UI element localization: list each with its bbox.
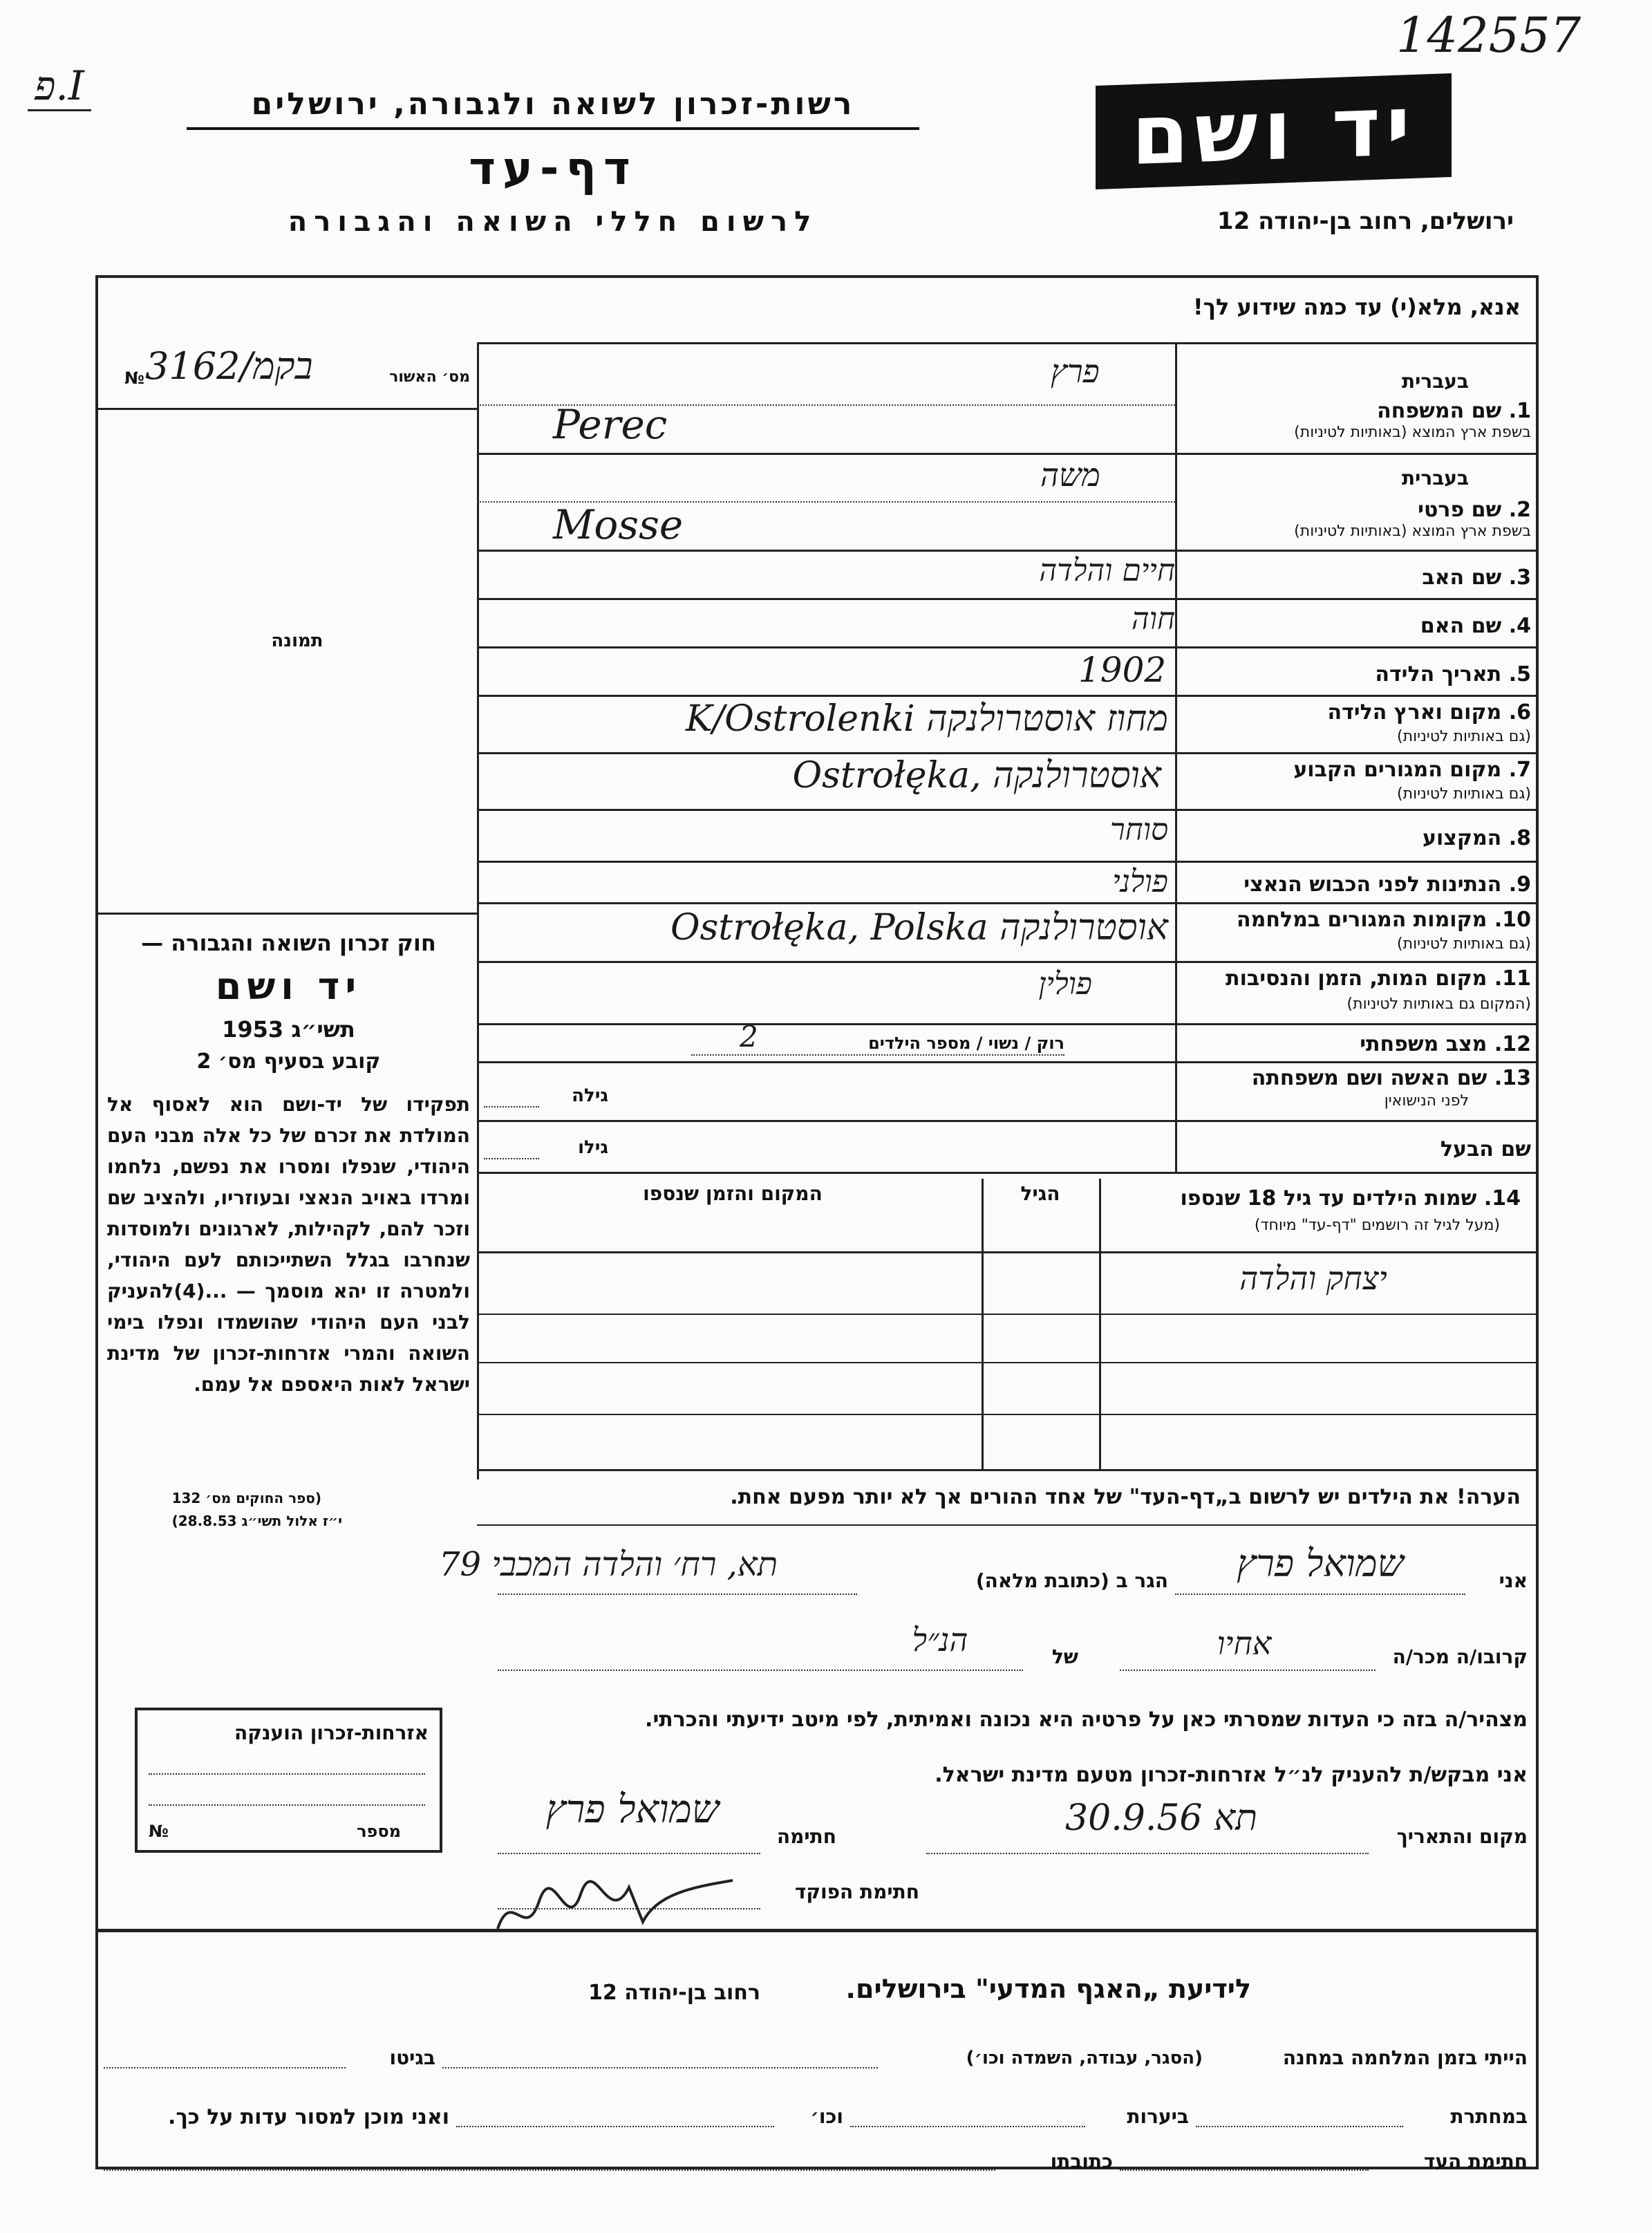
field-12-label: 12. מצב משפחתי	[1360, 1032, 1531, 1056]
wife-age-line	[484, 1106, 539, 1108]
bottom-line-1-paren: (הסגר, עבודה, השמדה וכו׳)	[966, 2048, 1203, 2068]
archive-number: 142557	[1396, 7, 1581, 64]
field-7-label-group	[1179, 752, 1531, 807]
fields-top-line	[477, 342, 1538, 344]
child-entry-1[interactable]: יצחק והלדה	[1239, 1260, 1387, 1297]
signature-line	[498, 1853, 760, 1854]
official-signature-label: חתימת הפוקד	[794, 1880, 919, 1903]
law-text: תפקידו של יד-ושם הוא לאסוף אל המולדת את זכרם של כל אלה מבני העם היהודי, שנפלו ומסרו את נפשם, נלחמו ומרדו באויב הנאצי ובעוזריו, ולהציב שם וזכר להם, לקהילות, לארגונים ולמוסדות שנחרבו בגלל השתייכותם לעם היהודי, ולמטרה זו יהא מוסמך — ...(4)להעניק לבני העם היהודי שהושמדו ונפלו בימי השואה והמרי אזרחות-זכרון של מדינת ישראל לאות היאספם אל עמם.	[107, 1093, 470, 1396]
signature-label: חתימה	[776, 1825, 836, 1848]
field-13-label: 13. שם האשה ושם משפחתה	[1251, 1066, 1531, 1090]
value-line	[477, 453, 1175, 455]
bottom-line-3-fill	[104, 2169, 995, 2171]
bottom-divider	[97, 1929, 1538, 1932]
value-line	[477, 902, 1175, 904]
field-4-value[interactable]: חוה	[1131, 601, 1175, 637]
form-title: דף-עד	[469, 142, 637, 195]
value-line	[477, 752, 1175, 754]
field-10-sub: (גם באותיות לטיניות)	[1397, 935, 1531, 953]
bottom-address: רחוב בן-יהודה 12	[588, 1981, 760, 2005]
value-line	[477, 1120, 1175, 1122]
bottom-line-2-fill	[1196, 2126, 1403, 2127]
husband-age-label: גילו	[578, 1137, 608, 1158]
law-title: חוק זכרון השואה והגבורה —	[141, 930, 436, 956]
husband-age-line	[484, 1158, 539, 1159]
citizenship-no-mark: №	[149, 1822, 169, 1841]
field-6-value[interactable]: K/Ostrolenki מחוז אוסטרולנקה	[685, 698, 1168, 740]
of-value[interactable]: הנ״ל	[912, 1621, 968, 1659]
field-9-label: 9. הנתינות לפני הכבוש הנאצי	[1243, 872, 1531, 897]
children-bottom-line	[477, 1469, 1538, 1471]
bottom-line-2-fill	[850, 2126, 1085, 2127]
of-line	[498, 1670, 1023, 1671]
field-2-label-group	[1179, 456, 1531, 546]
field-1-sub: בשפת ארץ המוצא (באותיות לטיניות)	[1294, 424, 1531, 441]
bottom-line-3-end: כתובתו	[1050, 2150, 1113, 2173]
citizenship-number-label: מספר	[357, 1822, 401, 1841]
field-12-options: רוק / נשוי / מספר הילדים	[868, 1034, 1064, 1053]
children-place-header: המקום והזמן שנספו	[643, 1182, 823, 1205]
declarant-i-label: אני	[1499, 1569, 1528, 1592]
field-2-hebrew[interactable]: משה	[1040, 456, 1100, 494]
bottom-line-2-end: ואני מוכן למסור עדות על כך.	[168, 2105, 449, 2129]
children-age-divider-right	[1099, 1179, 1101, 1469]
value-line	[477, 1023, 1175, 1025]
field-7-value[interactable]: Ostrołęka, אוסטרולנקה	[792, 755, 1161, 796]
children-row-line	[477, 1414, 1538, 1415]
field-8-label: 8. המקצוע	[1422, 826, 1531, 850]
bottom-line-2-fill	[456, 2126, 774, 2127]
citizenship-line	[149, 1773, 425, 1775]
intro-text: אנא, מלא(י) עד כמה שידוע לך!	[1192, 294, 1521, 320]
bottom-line-2-mid: ביערות	[1127, 2105, 1189, 2128]
children-age-divider-left	[982, 1179, 984, 1469]
field-4-label: 4. שם האם	[1420, 614, 1531, 638]
children-header	[1106, 1182, 1521, 1248]
declaration-text: מצהיר/ה בזה כי העדות שמסרתי כאן על פרטיה היא נכונה ואמיתית, לפי מיטב ידיעתי והכרתי.	[645, 1708, 1528, 1732]
bottom-line-1-fill	[104, 2067, 346, 2068]
header-address: ירושלים, רחוב בן-יהודה 12	[1217, 207, 1514, 235]
field-10-label-group	[1179, 902, 1531, 961]
request-text: אני מבקש/ת להעניק לנ״ל אזרחות-זכרון מטעם מדינת ישראל.	[935, 1763, 1528, 1787]
field-7-sub: (גם באותיות לטיניות)	[1397, 785, 1531, 803]
value-line	[477, 809, 1175, 811]
field-1-hebrew[interactable]: פרץ	[1051, 353, 1100, 390]
law-ref-1: (ספר החוקים מס׳ 132	[171, 1490, 321, 1506]
photo-label: תמונה	[271, 630, 323, 651]
field-12-value[interactable]: 2	[740, 1020, 758, 1054]
field-5-label: 5. תאריך הלידה	[1375, 662, 1531, 686]
bottom-line-2-start: במחתרת	[1450, 2105, 1528, 2128]
relation-label: קרובו/ה מכר/ה	[1392, 1645, 1528, 1668]
citizenship-title: אזרחות-זכרון הוענקה	[234, 1721, 429, 1744]
value-line	[477, 861, 1175, 863]
bottom-line-1-fill	[442, 2067, 878, 2068]
field-11-label-group	[1179, 961, 1531, 1022]
approval-divider	[97, 408, 477, 410]
row-divider	[1175, 646, 1538, 648]
row-divider	[1175, 1120, 1538, 1122]
field-11-sub: (המקום גם באותיות לטיניות)	[1346, 996, 1531, 1013]
law-clause: קובע בסעיף מס׳ 2	[196, 1049, 381, 1074]
row-divider	[1175, 809, 1538, 811]
field-12-line	[691, 1054, 1064, 1056]
field-10-value[interactable]: Ostrołęka, Polska אוסטרולנקה	[670, 907, 1168, 949]
value-line	[477, 646, 1175, 648]
field-3-value[interactable]: חיים והלדה	[1039, 553, 1175, 588]
relation-value[interactable]: אחיו	[1217, 1625, 1272, 1662]
hebrew-tag: בעברית	[1401, 467, 1469, 489]
relation-line	[1120, 1670, 1376, 1671]
field-1-label: 1. שם המשפחה	[1377, 399, 1531, 423]
field-9-value[interactable]: פולני	[1112, 864, 1168, 899]
field-2-sub: בשפת ארץ המוצא (באותיות לטיניות)	[1294, 523, 1531, 540]
declarant-name-line	[1175, 1594, 1465, 1595]
signature-value[interactable]: שמואל פרץ	[545, 1787, 720, 1832]
husband-label: שם הבעל	[1440, 1137, 1531, 1161]
declarant-name[interactable]: שמואל פרץ	[1237, 1542, 1404, 1585]
declarant-address-line	[498, 1594, 857, 1595]
bottom-line-1-start: הייתי בזמן המלחמה במחנה	[1282, 2046, 1528, 2069]
of-label: של	[1051, 1645, 1078, 1668]
bottom-title: לידיעת „האגף המדעי" בירושלים.	[845, 1974, 1251, 2004]
field-5-value[interactable]: 1902	[1078, 650, 1167, 690]
field-1-latin[interactable]: Perec	[553, 401, 668, 448]
corner-mark: פ.I	[28, 62, 91, 111]
law-name: יד ושם	[215, 964, 362, 1008]
field-6-label: 6. מקום וארץ הלידה	[1327, 700, 1531, 725]
declarant-residing-label: הגר ב (כתובת מלאה)	[975, 1569, 1168, 1592]
fields-label-divider	[1175, 342, 1177, 1172]
children-row-line	[477, 1362, 1538, 1363]
law-year: תשי״ג 1953	[222, 1016, 355, 1043]
bottom-line-1-end: בגיטו	[389, 2046, 435, 2069]
value-line	[477, 961, 1175, 963]
place-date-value[interactable]: תא 30.9.56	[1065, 1797, 1257, 1839]
field-7-label: 7. מקום המגורים הקבוע	[1293, 758, 1531, 782]
field-13-label-group	[1179, 1063, 1531, 1119]
field-6-label-group	[1179, 695, 1531, 750]
bottom-line-3-start: חתימת העד	[1423, 2150, 1528, 2173]
field-2-latin[interactable]: Mosse	[553, 501, 684, 548]
note-text: הערה! את הילדים יש לרשום ב„דף-העד" של אחד ההורים אך לא יותר מפעם אחת.	[730, 1485, 1521, 1509]
citizenship-line	[149, 1804, 425, 1806]
row-divider	[1175, 598, 1538, 600]
place-date-label: מקום והתאריך	[1396, 1825, 1528, 1848]
children-age-header: הגיל	[1020, 1182, 1060, 1205]
logo-text: יד ושם	[1131, 77, 1416, 185]
field-11-label: 11. מקום המות, הזמן והנסיבות	[1226, 966, 1531, 991]
left-column-divider	[477, 342, 479, 1479]
declarant-address[interactable]: תא, רח׳ והלדה המכבי 79	[438, 1545, 778, 1584]
place-date-line	[926, 1853, 1369, 1854]
value-line	[477, 550, 1175, 552]
wife-age-label: גילה	[572, 1085, 608, 1106]
official-signature-line	[498, 1908, 760, 1909]
hebrew-tag: בעברית	[1401, 370, 1469, 393]
bottom-line-2-etc: וכו׳	[810, 2105, 843, 2128]
yad-vashem-logo	[1096, 73, 1452, 189]
row-divider	[1175, 453, 1538, 455]
form-subtitle: לרשום חללי השואה והגבורה	[288, 206, 818, 238]
field-2-label: 2. שם פרטי	[1418, 498, 1531, 522]
approval-number[interactable]: 3162/בקמ	[145, 344, 313, 388]
value-line	[477, 1061, 1175, 1063]
children-sub: (מעל לגיל זה רושמים "דף-עד" מיוחד)	[1254, 1217, 1500, 1234]
approval-label: מס׳ האשור	[389, 368, 470, 386]
field-6-sub: (גם באותיות לטיניות)	[1397, 728, 1531, 745]
value-line	[477, 598, 1175, 600]
field-1-label-group	[1179, 349, 1531, 449]
field-3-label: 3. שם האב	[1422, 566, 1531, 590]
children-header-line	[477, 1251, 1538, 1253]
children-row-line	[477, 1314, 1538, 1315]
row-divider	[1175, 1023, 1538, 1025]
approval-no-mark: №	[124, 368, 144, 388]
law-ref-2: י״ז אלול תשי״ג 28.8.53)	[171, 1513, 342, 1529]
row-divider	[1175, 861, 1538, 863]
children-label: 14. שמות הילדים עד גיל 18 שנספו	[1180, 1186, 1521, 1211]
photo-divider	[97, 913, 477, 915]
field-13-sub: לפני הנישואין	[1384, 1092, 1469, 1110]
value-line	[477, 695, 1175, 697]
bottom-line-3-fill	[1120, 2169, 1369, 2171]
note-line	[477, 1524, 1538, 1526]
field-11-value[interactable]: פולין	[1038, 966, 1092, 1002]
authority-title: רשות-זכרון לשואה ולגבורה, ירושלים	[187, 86, 919, 130]
field-8-value[interactable]: סוחר	[1110, 812, 1168, 848]
row-divider	[477, 1172, 1538, 1174]
row-divider	[1175, 550, 1538, 552]
field-10-label: 10. מקומות המגורים במלחמה	[1237, 908, 1531, 932]
